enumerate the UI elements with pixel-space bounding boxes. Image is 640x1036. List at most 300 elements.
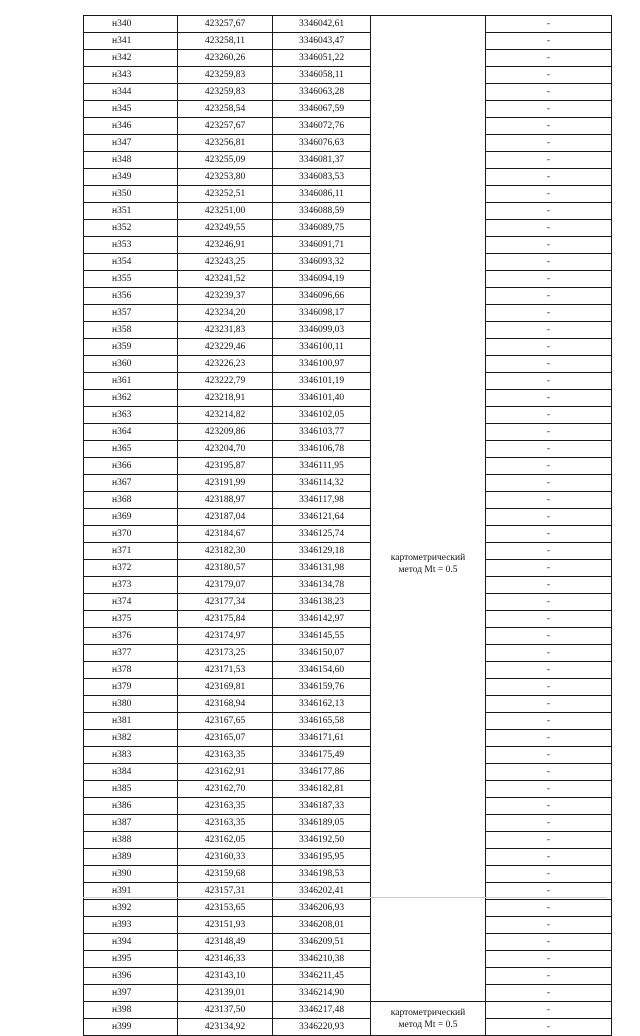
table-row — [84, 254, 612, 271]
table-row — [84, 288, 612, 305]
y-coordinate-cell: 3346100,11 — [273, 339, 371, 356]
x-coordinate-cell: 423253,80 — [178, 169, 273, 186]
table-row — [84, 713, 612, 730]
table-row — [84, 985, 612, 1002]
description-cell: - — [486, 645, 612, 662]
y-coordinate-cell: 3346042,61 — [273, 16, 371, 33]
x-coordinate-cell: 423191,99 — [178, 475, 273, 492]
point-id-cell: н357 — [84, 305, 178, 322]
point-id-cell: н375 — [84, 611, 178, 628]
y-coordinate-cell: 3346072,76 — [273, 118, 371, 135]
x-coordinate-cell: 423187,04 — [178, 509, 273, 526]
table-row — [84, 509, 612, 526]
point-id-cell: н373 — [84, 577, 178, 594]
y-coordinate-cell: 3346171,61 — [273, 730, 371, 747]
table-row — [84, 934, 612, 951]
point-id-cell: н382 — [84, 730, 178, 747]
table-row — [84, 577, 612, 594]
point-id-cell: н396 — [84, 968, 178, 985]
point-id-cell: н366 — [84, 458, 178, 475]
description-cell: - — [486, 322, 612, 339]
description-cell: - — [486, 866, 612, 883]
description-cell: - — [486, 594, 612, 611]
table-row — [84, 373, 612, 390]
point-id-cell: н362 — [84, 390, 178, 407]
x-coordinate-cell: 423157,31 — [178, 883, 273, 900]
y-coordinate-cell: 3346114,32 — [273, 475, 371, 492]
x-coordinate-cell: 423169,81 — [178, 679, 273, 696]
y-coordinate-cell: 3346165,58 — [273, 713, 371, 730]
point-id-cell: н341 — [84, 33, 178, 50]
table-row — [84, 101, 612, 118]
description-cell: - — [486, 237, 612, 254]
point-id-cell: н364 — [84, 424, 178, 441]
y-coordinate-cell: 3346217,48 — [273, 1002, 371, 1019]
description-cell: - — [486, 628, 612, 645]
y-coordinate-cell: 3346083,53 — [273, 169, 371, 186]
point-id-cell: н344 — [84, 84, 178, 101]
point-id-cell: н390 — [84, 866, 178, 883]
point-id-cell: н383 — [84, 747, 178, 764]
y-coordinate-cell: 3346106,78 — [273, 441, 371, 458]
point-id-cell: н356 — [84, 288, 178, 305]
coordinates-table — [83, 15, 612, 1036]
point-id-cell: н379 — [84, 679, 178, 696]
point-id-cell: н367 — [84, 475, 178, 492]
description-cell: - — [486, 798, 612, 815]
y-coordinate-cell: 3346162,13 — [273, 696, 371, 713]
table-row — [84, 526, 612, 543]
table-row — [84, 560, 612, 577]
point-id-cell: н346 — [84, 118, 178, 135]
table-row — [84, 900, 612, 917]
description-cell: - — [486, 135, 612, 152]
description-cell: - — [486, 560, 612, 577]
table-row — [84, 407, 612, 424]
x-coordinate-cell: 423163,35 — [178, 798, 273, 815]
table-row — [84, 203, 612, 220]
point-id-cell: н370 — [84, 526, 178, 543]
description-cell: - — [486, 169, 612, 186]
x-coordinate-cell: 423222,79 — [178, 373, 273, 390]
x-coordinate-cell: 423251,00 — [178, 203, 273, 220]
point-id-cell: н350 — [84, 186, 178, 203]
x-coordinate-cell: 423257,67 — [178, 118, 273, 135]
point-id-cell: н389 — [84, 849, 178, 866]
y-coordinate-cell: 3346091,71 — [273, 237, 371, 254]
description-cell: - — [486, 407, 612, 424]
y-coordinate-cell: 3346098,17 — [273, 305, 371, 322]
point-id-cell: н340 — [84, 16, 178, 33]
x-coordinate-cell: 423159,68 — [178, 866, 273, 883]
table-row — [84, 645, 612, 662]
page-bottom-divider — [83, 897, 607, 898]
description-cell: - — [486, 832, 612, 849]
description-cell: - — [486, 509, 612, 526]
table-row — [84, 356, 612, 373]
y-coordinate-cell: 3346131,98 — [273, 560, 371, 577]
x-coordinate-cell: 423137,50 — [178, 1002, 273, 1019]
table-row — [84, 169, 612, 186]
x-coordinate-cell: 423146,33 — [178, 951, 273, 968]
y-coordinate-cell: 3346094,19 — [273, 271, 371, 288]
point-id-cell: н399 — [84, 1019, 178, 1036]
x-coordinate-cell: 423177,34 — [178, 594, 273, 611]
x-coordinate-cell: 423168,94 — [178, 696, 273, 713]
point-id-cell: н395 — [84, 951, 178, 968]
description-cell: - — [486, 815, 612, 832]
x-coordinate-cell: 423151,93 — [178, 917, 273, 934]
x-coordinate-cell: 423184,67 — [178, 526, 273, 543]
y-coordinate-cell: 3346142,97 — [273, 611, 371, 628]
y-coordinate-cell: 3346121,64 — [273, 509, 371, 526]
y-coordinate-cell: 3346214,90 — [273, 985, 371, 1002]
x-coordinate-cell: 423167,65 — [178, 713, 273, 730]
x-coordinate-cell: 423162,91 — [178, 764, 273, 781]
x-coordinate-cell: 423258,11 — [178, 33, 273, 50]
table-row — [84, 339, 612, 356]
point-id-cell: н388 — [84, 832, 178, 849]
description-cell: - — [486, 254, 612, 271]
method-label-line1: картометрический — [390, 1007, 466, 1018]
description-cell: - — [486, 203, 612, 220]
table-row — [84, 866, 612, 883]
point-id-cell: н387 — [84, 815, 178, 832]
y-coordinate-cell: 3346138,23 — [273, 594, 371, 611]
description-cell: - — [486, 917, 612, 934]
y-coordinate-cell: 3346067,59 — [273, 101, 371, 118]
y-coordinate-cell: 3346202,41 — [273, 883, 371, 900]
y-coordinate-cell: 3346103,77 — [273, 424, 371, 441]
y-coordinate-cell: 3346117,98 — [273, 492, 371, 509]
point-id-cell: н391 — [84, 883, 178, 900]
table-row — [84, 611, 612, 628]
y-coordinate-cell: 3346177,86 — [273, 764, 371, 781]
table-row — [84, 33, 612, 50]
x-coordinate-cell: 423255,09 — [178, 152, 273, 169]
table-row — [84, 492, 612, 509]
point-id-cell: н360 — [84, 356, 178, 373]
description-cell: - — [486, 730, 612, 747]
x-coordinate-cell: 423239,37 — [178, 288, 273, 305]
x-coordinate-cell: 423143,10 — [178, 968, 273, 985]
y-coordinate-cell: 3346100,97 — [273, 356, 371, 373]
description-cell: - — [486, 50, 612, 67]
description-cell: - — [486, 220, 612, 237]
description-cell: - — [486, 288, 612, 305]
x-coordinate-cell: 423209,86 — [178, 424, 273, 441]
x-coordinate-cell: 423204,70 — [178, 441, 273, 458]
description-cell: - — [486, 662, 612, 679]
point-id-cell: н377 — [84, 645, 178, 662]
y-coordinate-cell: 3346102,05 — [273, 407, 371, 424]
x-coordinate-cell: 423175,84 — [178, 611, 273, 628]
x-coordinate-cell: 423182,30 — [178, 543, 273, 560]
x-coordinate-cell: 423252,51 — [178, 186, 273, 203]
description-cell: - — [486, 373, 612, 390]
point-id-cell: н342 — [84, 50, 178, 67]
point-id-cell: н398 — [84, 1002, 178, 1019]
y-coordinate-cell: 3346175,49 — [273, 747, 371, 764]
point-id-cell: н376 — [84, 628, 178, 645]
description-cell: - — [486, 67, 612, 84]
y-coordinate-cell: 3346159,76 — [273, 679, 371, 696]
description-cell: - — [486, 900, 612, 917]
x-coordinate-cell: 423259,83 — [178, 84, 273, 101]
table-row — [84, 679, 612, 696]
description-cell: - — [486, 16, 612, 33]
y-coordinate-cell: 3346182,81 — [273, 781, 371, 798]
description-cell: - — [486, 118, 612, 135]
description-cell: - — [486, 492, 612, 509]
y-coordinate-cell: 3346111,95 — [273, 458, 371, 475]
y-coordinate-cell: 3346099,03 — [273, 322, 371, 339]
point-id-cell: н384 — [84, 764, 178, 781]
description-cell: - — [486, 84, 612, 101]
method-label-line2: метод Mt = 0.5 — [398, 1019, 458, 1030]
table-row — [84, 1002, 612, 1019]
table-row — [84, 424, 612, 441]
table-row — [84, 781, 612, 798]
description-cell: - — [486, 696, 612, 713]
description-cell: - — [486, 458, 612, 475]
x-coordinate-cell: 423231,83 — [178, 322, 273, 339]
table-row — [84, 594, 612, 611]
table-row — [84, 764, 612, 781]
x-coordinate-cell: 423162,70 — [178, 781, 273, 798]
description-cell: - — [486, 424, 612, 441]
description-cell: - — [486, 271, 612, 288]
description-cell: - — [486, 33, 612, 50]
table-row — [84, 84, 612, 101]
y-coordinate-cell: 3346134,78 — [273, 577, 371, 594]
method-label-line1: картометрический — [390, 552, 466, 563]
table-row — [84, 118, 612, 135]
y-coordinate-cell: 3346089,75 — [273, 220, 371, 237]
description-cell: - — [486, 356, 612, 373]
point-id-cell: н393 — [84, 917, 178, 934]
y-coordinate-cell: 3346043,47 — [273, 33, 371, 50]
x-coordinate-cell: 423241,52 — [178, 271, 273, 288]
description-cell: - — [486, 186, 612, 203]
method-cell — [371, 1002, 486, 1036]
table-body — [84, 16, 612, 1036]
table-row — [84, 543, 612, 560]
point-id-cell: н353 — [84, 237, 178, 254]
table-row — [84, 628, 612, 645]
table-row — [84, 1019, 612, 1036]
description-cell: - — [486, 883, 612, 900]
description-cell: - — [486, 985, 612, 1002]
table-row — [84, 305, 612, 322]
table-row — [84, 441, 612, 458]
table-row — [84, 220, 612, 237]
table-row — [84, 186, 612, 203]
description-cell: - — [486, 526, 612, 543]
point-id-cell: н349 — [84, 169, 178, 186]
point-id-cell: н365 — [84, 441, 178, 458]
y-coordinate-cell: 3346211,45 — [273, 968, 371, 985]
x-coordinate-cell: 423139,01 — [178, 985, 273, 1002]
point-id-cell: н351 — [84, 203, 178, 220]
x-coordinate-cell: 423243,25 — [178, 254, 273, 271]
table-row — [84, 849, 612, 866]
y-coordinate-cell: 3346101,19 — [273, 373, 371, 390]
table-row — [84, 237, 612, 254]
y-coordinate-cell: 3346150,07 — [273, 645, 371, 662]
point-id-cell: н385 — [84, 781, 178, 798]
table-row — [84, 696, 612, 713]
y-coordinate-cell: 3346101,40 — [273, 390, 371, 407]
point-id-cell: н394 — [84, 934, 178, 951]
x-coordinate-cell: 423226,23 — [178, 356, 273, 373]
description-cell: - — [486, 441, 612, 458]
description-cell: - — [486, 152, 612, 169]
point-id-cell: н363 — [84, 407, 178, 424]
table-row — [84, 475, 612, 492]
table-row — [84, 390, 612, 407]
y-coordinate-cell: 3346051,22 — [273, 50, 371, 67]
y-coordinate-cell: 3346187,33 — [273, 798, 371, 815]
x-coordinate-cell: 423160,33 — [178, 849, 273, 866]
y-coordinate-cell: 3346195,95 — [273, 849, 371, 866]
y-coordinate-cell: 3346063,28 — [273, 84, 371, 101]
point-id-cell: н368 — [84, 492, 178, 509]
y-coordinate-cell: 3346129,18 — [273, 543, 371, 560]
point-id-cell: н347 — [84, 135, 178, 152]
point-id-cell: н359 — [84, 339, 178, 356]
point-id-cell: н369 — [84, 509, 178, 526]
point-id-cell: н358 — [84, 322, 178, 339]
y-coordinate-cell: 3346206,93 — [273, 900, 371, 917]
x-coordinate-cell: 423162,05 — [178, 832, 273, 849]
description-cell: - — [486, 543, 612, 560]
y-coordinate-cell: 3346125,74 — [273, 526, 371, 543]
x-coordinate-cell: 423173,25 — [178, 645, 273, 662]
table-row — [84, 968, 612, 985]
description-cell: - — [486, 747, 612, 764]
y-coordinate-cell: 3346208,01 — [273, 917, 371, 934]
table-row — [84, 730, 612, 747]
table-row — [84, 152, 612, 169]
y-coordinate-cell: 3346081,37 — [273, 152, 371, 169]
point-id-cell: н354 — [84, 254, 178, 271]
table-row — [84, 662, 612, 679]
x-coordinate-cell: 423195,87 — [178, 458, 273, 475]
y-coordinate-cell: 3346210,38 — [273, 951, 371, 968]
point-id-cell: н371 — [84, 543, 178, 560]
y-coordinate-cell: 3346076,63 — [273, 135, 371, 152]
description-cell: - — [486, 339, 612, 356]
point-id-cell: н361 — [84, 373, 178, 390]
description-cell: - — [486, 101, 612, 118]
point-id-cell: н343 — [84, 67, 178, 84]
x-coordinate-cell: 423163,35 — [178, 747, 273, 764]
point-id-cell: н397 — [84, 985, 178, 1002]
y-coordinate-cell: 3346096,66 — [273, 288, 371, 305]
point-id-cell: н372 — [84, 560, 178, 577]
point-id-cell: н374 — [84, 594, 178, 611]
y-coordinate-cell: 3346198,53 — [273, 866, 371, 883]
x-coordinate-cell: 423249,55 — [178, 220, 273, 237]
x-coordinate-cell: 423174,97 — [178, 628, 273, 645]
x-coordinate-cell: 423257,67 — [178, 16, 273, 33]
x-coordinate-cell: 423134,92 — [178, 1019, 273, 1036]
x-coordinate-cell: 423214,82 — [178, 407, 273, 424]
y-coordinate-cell: 3346086,11 — [273, 186, 371, 203]
x-coordinate-cell: 423179,07 — [178, 577, 273, 594]
y-coordinate-cell: 3346145,55 — [273, 628, 371, 645]
description-cell: - — [486, 679, 612, 696]
table-row — [84, 815, 612, 832]
y-coordinate-cell: 3346220,93 — [273, 1019, 371, 1036]
point-id-cell: н386 — [84, 798, 178, 815]
x-coordinate-cell: 423148,49 — [178, 934, 273, 951]
x-coordinate-cell: 423256,81 — [178, 135, 273, 152]
table-row — [84, 832, 612, 849]
description-cell: - — [486, 764, 612, 781]
description-cell: - — [486, 849, 612, 866]
description-cell: - — [486, 951, 612, 968]
y-coordinate-cell: 3346088,59 — [273, 203, 371, 220]
x-coordinate-cell: 423258,54 — [178, 101, 273, 118]
x-coordinate-cell: 423229,46 — [178, 339, 273, 356]
x-coordinate-cell: 423163,35 — [178, 815, 273, 832]
description-cell: - — [486, 713, 612, 730]
x-coordinate-cell: 423218,91 — [178, 390, 273, 407]
description-cell: - — [486, 305, 612, 322]
x-coordinate-cell: 423153,65 — [178, 900, 273, 917]
point-id-cell: н352 — [84, 220, 178, 237]
description-cell: - — [486, 1019, 612, 1036]
x-coordinate-cell: 423188,97 — [178, 492, 273, 509]
table-row — [84, 458, 612, 475]
description-cell: - — [486, 611, 612, 628]
x-coordinate-cell: 423171,53 — [178, 662, 273, 679]
y-coordinate-cell: 3346192,50 — [273, 832, 371, 849]
x-coordinate-cell: 423246,91 — [178, 237, 273, 254]
table-row — [84, 271, 612, 288]
point-id-cell: н348 — [84, 152, 178, 169]
x-coordinate-cell: 423234,20 — [178, 305, 273, 322]
method-cell — [371, 16, 486, 1002]
x-coordinate-cell: 423259,83 — [178, 67, 273, 84]
x-coordinate-cell: 423180,57 — [178, 560, 273, 577]
table-row — [84, 798, 612, 815]
y-coordinate-cell: 3346058,11 — [273, 67, 371, 84]
description-cell: - — [486, 1002, 612, 1019]
table-row — [84, 322, 612, 339]
point-id-cell: н380 — [84, 696, 178, 713]
point-id-cell: н345 — [84, 101, 178, 118]
description-cell: - — [486, 968, 612, 985]
table-row — [84, 50, 612, 67]
description-cell: - — [486, 934, 612, 951]
y-coordinate-cell: 3346209,51 — [273, 934, 371, 951]
y-coordinate-cell: 3346189,05 — [273, 815, 371, 832]
description-cell: - — [486, 390, 612, 407]
point-id-cell: н392 — [84, 900, 178, 917]
table-row — [84, 16, 612, 33]
table-row — [84, 917, 612, 934]
table-row — [84, 747, 612, 764]
x-coordinate-cell: 423260,26 — [178, 50, 273, 67]
point-id-cell: н378 — [84, 662, 178, 679]
table-row — [84, 135, 612, 152]
y-coordinate-cell: 3346154,60 — [273, 662, 371, 679]
method-label-line2: метод Mt = 0.5 — [398, 564, 458, 575]
table-row — [84, 67, 612, 84]
